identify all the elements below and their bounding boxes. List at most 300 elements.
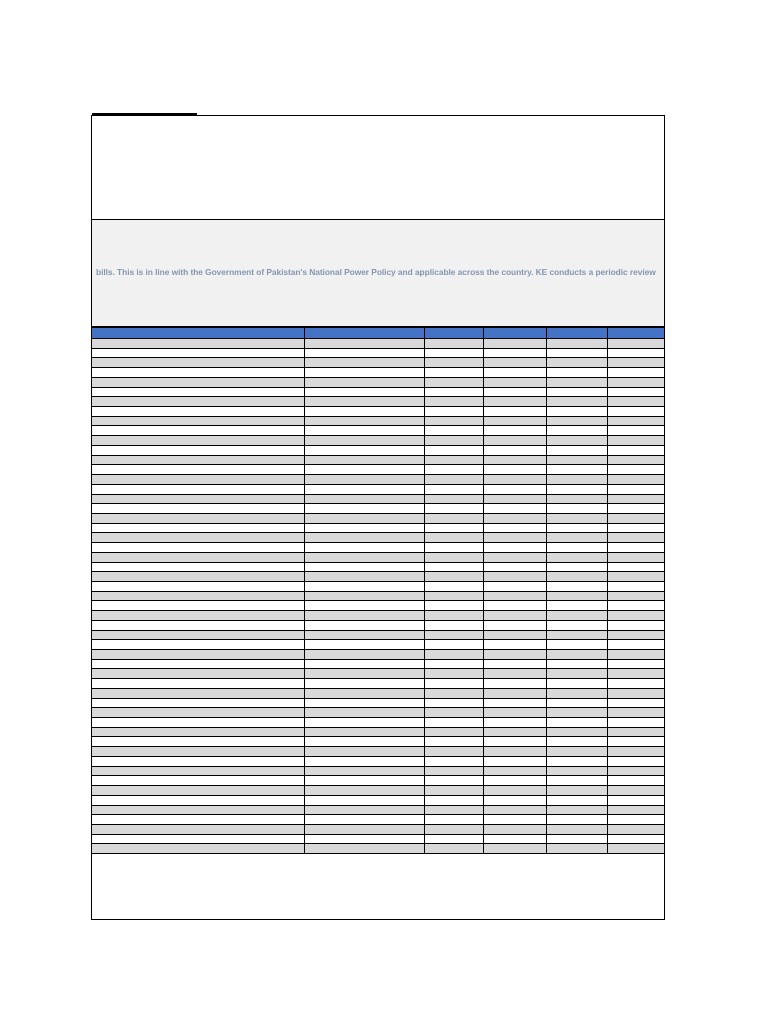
table-cell[interactable] [607,572,665,582]
table-cell[interactable] [483,494,546,504]
table-cell[interactable] [483,776,546,786]
table-cell[interactable] [424,669,483,679]
table-cell[interactable] [483,581,546,591]
table-cell[interactable] [92,815,304,825]
table-cell[interactable] [92,387,304,397]
table-cell[interactable] [424,630,483,640]
table-cell[interactable] [304,776,424,786]
table-cell[interactable] [483,611,546,621]
table-cell[interactable] [304,387,424,397]
table-cell[interactable] [546,339,607,349]
table-cell[interactable] [424,339,483,349]
table-cell[interactable] [546,416,607,426]
table-cell[interactable] [546,543,607,553]
table-cell[interactable] [607,844,665,854]
table-cell[interactable] [92,475,304,485]
table-cell[interactable] [483,620,546,630]
table-cell[interactable] [304,543,424,553]
table-cell[interactable] [424,513,483,523]
table-cell[interactable] [304,552,424,562]
table-cell[interactable] [607,358,665,368]
table-cell[interactable] [483,513,546,523]
table-cell[interactable] [546,688,607,698]
table-cell[interactable] [92,708,304,718]
table-cell[interactable] [424,475,483,485]
table-cell[interactable] [424,786,483,796]
table-cell[interactable] [546,620,607,630]
table-cell[interactable] [546,795,607,805]
table-cell[interactable] [424,494,483,504]
table-cell[interactable] [483,834,546,844]
table-cell[interactable] [546,533,607,543]
table-cell[interactable] [424,620,483,630]
table-cell[interactable] [304,397,424,407]
table-cell[interactable] [304,513,424,523]
table-cell[interactable] [607,815,665,825]
table-cell[interactable] [546,737,607,747]
table-cell[interactable] [546,475,607,485]
table-cell[interactable] [304,533,424,543]
table-cell[interactable] [546,397,607,407]
table-cell[interactable] [304,611,424,621]
table-cell[interactable] [92,562,304,572]
table-cell[interactable] [92,504,304,514]
table-cell[interactable] [483,552,546,562]
table-cell[interactable] [483,747,546,757]
table-cell[interactable] [546,601,607,611]
table-cell[interactable] [546,513,607,523]
table-cell[interactable] [607,523,665,533]
table-cell[interactable] [607,504,665,514]
table-cell[interactable] [424,776,483,786]
table-cell[interactable] [304,494,424,504]
table-cell[interactable] [424,795,483,805]
table-cell[interactable] [546,650,607,660]
table-cell[interactable] [304,718,424,728]
table-cell[interactable] [483,591,546,601]
table-cell[interactable] [546,377,607,387]
table-cell[interactable] [546,484,607,494]
table-cell[interactable] [304,348,424,358]
table-cell[interactable] [92,650,304,660]
table-cell[interactable] [304,591,424,601]
table-cell[interactable] [546,562,607,572]
table-cell[interactable] [546,630,607,640]
table-cell[interactable] [483,766,546,776]
table-cell[interactable] [424,533,483,543]
table-cell[interactable] [304,698,424,708]
table-cell[interactable] [607,601,665,611]
table-cell[interactable] [304,601,424,611]
table-cell[interactable] [424,708,483,718]
table-cell[interactable] [546,834,607,844]
table-cell[interactable] [483,640,546,650]
table-cell[interactable] [92,581,304,591]
table-cell[interactable] [92,844,304,854]
table-cell[interactable] [546,844,607,854]
table-cell[interactable] [483,416,546,426]
table-cell[interactable] [92,484,304,494]
table-cell[interactable] [304,805,424,815]
table-cell[interactable] [424,426,483,436]
table-cell[interactable] [483,824,546,834]
table-cell[interactable] [92,824,304,834]
table-cell[interactable] [483,688,546,698]
table-cell[interactable] [607,397,665,407]
table-cell[interactable] [92,358,304,368]
table-cell[interactable] [304,834,424,844]
table-cell[interactable] [546,659,607,669]
table-cell[interactable] [304,436,424,446]
table-cell[interactable] [92,756,304,766]
table-cell[interactable] [304,368,424,378]
table-cell[interactable] [483,718,546,728]
table-cell[interactable] [424,727,483,737]
table-cell[interactable] [607,552,665,562]
table-cell[interactable] [424,416,483,426]
table-cell[interactable] [92,669,304,679]
table-cell[interactable] [424,543,483,553]
table-cell[interactable] [304,620,424,630]
table-cell[interactable] [424,504,483,514]
table-cell[interactable] [92,659,304,669]
table-cell[interactable] [304,786,424,796]
table-cell[interactable] [424,834,483,844]
table-cell[interactable] [607,640,665,650]
table-cell[interactable] [607,562,665,572]
table-cell[interactable] [483,475,546,485]
table-cell[interactable] [483,562,546,572]
table-cell[interactable] [424,562,483,572]
table-cell[interactable] [92,543,304,553]
table-cell[interactable] [607,455,665,465]
table-cell[interactable] [304,416,424,426]
table-cell[interactable] [483,795,546,805]
table-cell[interactable] [92,465,304,475]
table-cell[interactable] [607,426,665,436]
table-cell[interactable] [304,737,424,747]
table-cell[interactable] [607,650,665,660]
table-cell[interactable] [92,591,304,601]
table-cell[interactable] [483,727,546,737]
table-cell[interactable] [607,766,665,776]
table-cell[interactable] [546,815,607,825]
table-cell[interactable] [304,445,424,455]
table-cell[interactable] [304,455,424,465]
table-cell[interactable] [607,387,665,397]
table-cell[interactable] [92,368,304,378]
table-cell[interactable] [304,630,424,640]
table-cell[interactable] [92,640,304,650]
table-cell[interactable] [546,348,607,358]
table-cell[interactable] [483,650,546,660]
table-cell[interactable] [546,504,607,514]
table-cell[interactable] [607,407,665,417]
table-cell[interactable] [546,679,607,689]
table-cell[interactable] [424,766,483,776]
table-cell[interactable] [607,630,665,640]
table-cell[interactable] [607,465,665,475]
table-cell[interactable] [424,640,483,650]
table-cell[interactable] [92,455,304,465]
table-cell[interactable] [92,339,304,349]
table-cell[interactable] [607,756,665,766]
table-cell[interactable] [304,708,424,718]
table-cell[interactable] [424,737,483,747]
table-cell[interactable] [424,581,483,591]
table-cell[interactable] [304,824,424,834]
table-cell[interactable] [304,727,424,737]
table-cell[interactable] [424,552,483,562]
table-cell[interactable] [92,494,304,504]
table-cell[interactable] [546,572,607,582]
table-cell[interactable] [92,611,304,621]
table-cell[interactable] [607,805,665,815]
table-cell[interactable] [304,407,424,417]
table-cell[interactable] [304,688,424,698]
table-cell[interactable] [546,494,607,504]
table-cell[interactable] [483,630,546,640]
table-cell[interactable] [304,766,424,776]
table-cell[interactable] [424,688,483,698]
table-cell[interactable] [607,377,665,387]
table-cell[interactable] [304,747,424,757]
table-cell[interactable] [607,727,665,737]
table-cell[interactable] [92,533,304,543]
table-cell[interactable] [92,718,304,728]
table-cell[interactable] [304,795,424,805]
table-cell[interactable] [304,339,424,349]
table-cell[interactable] [546,786,607,796]
table-cell[interactable] [304,815,424,825]
table-cell[interactable] [304,523,424,533]
table-cell[interactable] [546,445,607,455]
table-cell[interactable] [607,348,665,358]
table-cell[interactable] [483,397,546,407]
table-cell[interactable] [92,348,304,358]
table-cell[interactable] [304,475,424,485]
table-cell[interactable] [424,805,483,815]
table-cell[interactable] [92,737,304,747]
table-cell[interactable] [607,543,665,553]
table-cell[interactable] [607,718,665,728]
table-cell[interactable] [483,407,546,417]
table-cell[interactable] [483,659,546,669]
table-cell[interactable] [424,387,483,397]
table-cell[interactable] [483,698,546,708]
table-cell[interactable] [607,824,665,834]
table-cell[interactable] [92,776,304,786]
table-cell[interactable] [304,426,424,436]
table-cell[interactable] [483,533,546,543]
table-cell[interactable] [304,562,424,572]
table-cell[interactable] [92,805,304,815]
table-cell[interactable] [607,475,665,485]
table-cell[interactable] [607,747,665,757]
table-cell[interactable] [92,688,304,698]
table-cell[interactable] [92,426,304,436]
table-cell[interactable] [424,698,483,708]
table-cell[interactable] [92,377,304,387]
table-cell[interactable] [92,620,304,630]
table-cell[interactable] [607,698,665,708]
table-cell[interactable] [607,679,665,689]
table-cell[interactable] [424,445,483,455]
table-cell[interactable] [483,523,546,533]
table-cell[interactable] [546,455,607,465]
table-cell[interactable] [92,572,304,582]
table-cell[interactable] [483,465,546,475]
table-cell[interactable] [424,377,483,387]
table-cell[interactable] [424,611,483,621]
table-cell[interactable] [483,445,546,455]
table-cell[interactable] [546,708,607,718]
table-cell[interactable] [424,718,483,728]
table-cell[interactable] [546,698,607,708]
table-cell[interactable] [607,484,665,494]
table-cell[interactable] [546,358,607,368]
table-cell[interactable] [607,688,665,698]
table-cell[interactable] [483,358,546,368]
table-cell[interactable] [424,572,483,582]
table-cell[interactable] [607,737,665,747]
table-cell[interactable] [607,795,665,805]
table-cell[interactable] [304,640,424,650]
table-cell[interactable] [607,494,665,504]
table-cell[interactable] [607,368,665,378]
table-cell[interactable] [607,776,665,786]
table-cell[interactable] [92,523,304,533]
table-cell[interactable] [424,465,483,475]
table-cell[interactable] [607,708,665,718]
table-cell[interactable] [607,513,665,523]
table-cell[interactable] [304,844,424,854]
table-cell[interactable] [304,465,424,475]
table-cell[interactable] [483,815,546,825]
table-cell[interactable] [546,436,607,446]
table-cell[interactable] [483,339,546,349]
table-cell[interactable] [607,620,665,630]
table-cell[interactable] [424,844,483,854]
table-cell[interactable] [546,669,607,679]
table-cell[interactable] [483,377,546,387]
table-cell[interactable] [483,484,546,494]
table-cell[interactable] [424,747,483,757]
table-cell[interactable] [546,426,607,436]
table-cell[interactable] [424,815,483,825]
table-cell[interactable] [424,650,483,660]
table-cell[interactable] [607,339,665,349]
table-cell[interactable] [92,436,304,446]
table-cell[interactable] [424,484,483,494]
table-cell[interactable] [92,747,304,757]
table-cell[interactable] [607,669,665,679]
table-cell[interactable] [304,581,424,591]
table-cell[interactable] [483,679,546,689]
table-cell[interactable] [304,756,424,766]
table-cell[interactable] [304,650,424,660]
table-cell[interactable] [92,445,304,455]
table-cell[interactable] [92,601,304,611]
table-cell[interactable] [424,455,483,465]
table-cell[interactable] [92,416,304,426]
table-cell[interactable] [607,611,665,621]
table-cell[interactable] [483,368,546,378]
table-cell[interactable] [607,659,665,669]
table-cell[interactable] [483,756,546,766]
table-cell[interactable] [424,523,483,533]
table-cell[interactable] [424,824,483,834]
table-cell[interactable] [424,358,483,368]
table-cell[interactable] [483,387,546,397]
table-cell[interactable] [92,679,304,689]
table-cell[interactable] [546,611,607,621]
table-cell[interactable] [483,844,546,854]
table-cell[interactable] [546,718,607,728]
table-cell[interactable] [607,834,665,844]
table-cell[interactable] [304,679,424,689]
table-cell[interactable] [546,523,607,533]
table-cell[interactable] [304,377,424,387]
table-cell[interactable] [546,552,607,562]
table-cell[interactable] [483,504,546,514]
table-cell[interactable] [607,436,665,446]
table-cell[interactable] [483,426,546,436]
table-cell[interactable] [546,747,607,757]
table-cell[interactable] [92,407,304,417]
table-cell[interactable] [424,368,483,378]
table-cell[interactable] [304,659,424,669]
table-cell[interactable] [92,795,304,805]
table-cell[interactable] [92,727,304,737]
table-cell[interactable] [546,581,607,591]
table-cell[interactable] [92,630,304,640]
table-cell[interactable] [424,348,483,358]
table-cell[interactable] [546,805,607,815]
table-cell[interactable] [92,834,304,844]
table-cell[interactable] [607,533,665,543]
table-cell[interactable] [546,368,607,378]
table-cell[interactable] [546,776,607,786]
table-cell[interactable] [483,436,546,446]
table-cell[interactable] [483,601,546,611]
table-cell[interactable] [546,387,607,397]
table-cell[interactable] [483,669,546,679]
table-cell[interactable] [607,416,665,426]
table-cell[interactable] [483,543,546,553]
table-cell[interactable] [92,766,304,776]
table-cell[interactable] [546,591,607,601]
table-cell[interactable] [607,445,665,455]
table-cell[interactable] [483,737,546,747]
table-cell[interactable] [546,465,607,475]
table-cell[interactable] [304,504,424,514]
table-cell[interactable] [546,407,607,417]
table-cell[interactable] [92,513,304,523]
table-cell[interactable] [483,786,546,796]
table-cell[interactable] [304,669,424,679]
table-cell[interactable] [607,581,665,591]
table-cell[interactable] [546,824,607,834]
table-cell[interactable] [424,679,483,689]
table-cell[interactable] [92,397,304,407]
table-cell[interactable] [92,552,304,562]
table-cell[interactable] [546,756,607,766]
table-cell[interactable] [483,348,546,358]
table-cell[interactable] [483,455,546,465]
table-cell[interactable] [546,766,607,776]
table-cell[interactable] [304,484,424,494]
